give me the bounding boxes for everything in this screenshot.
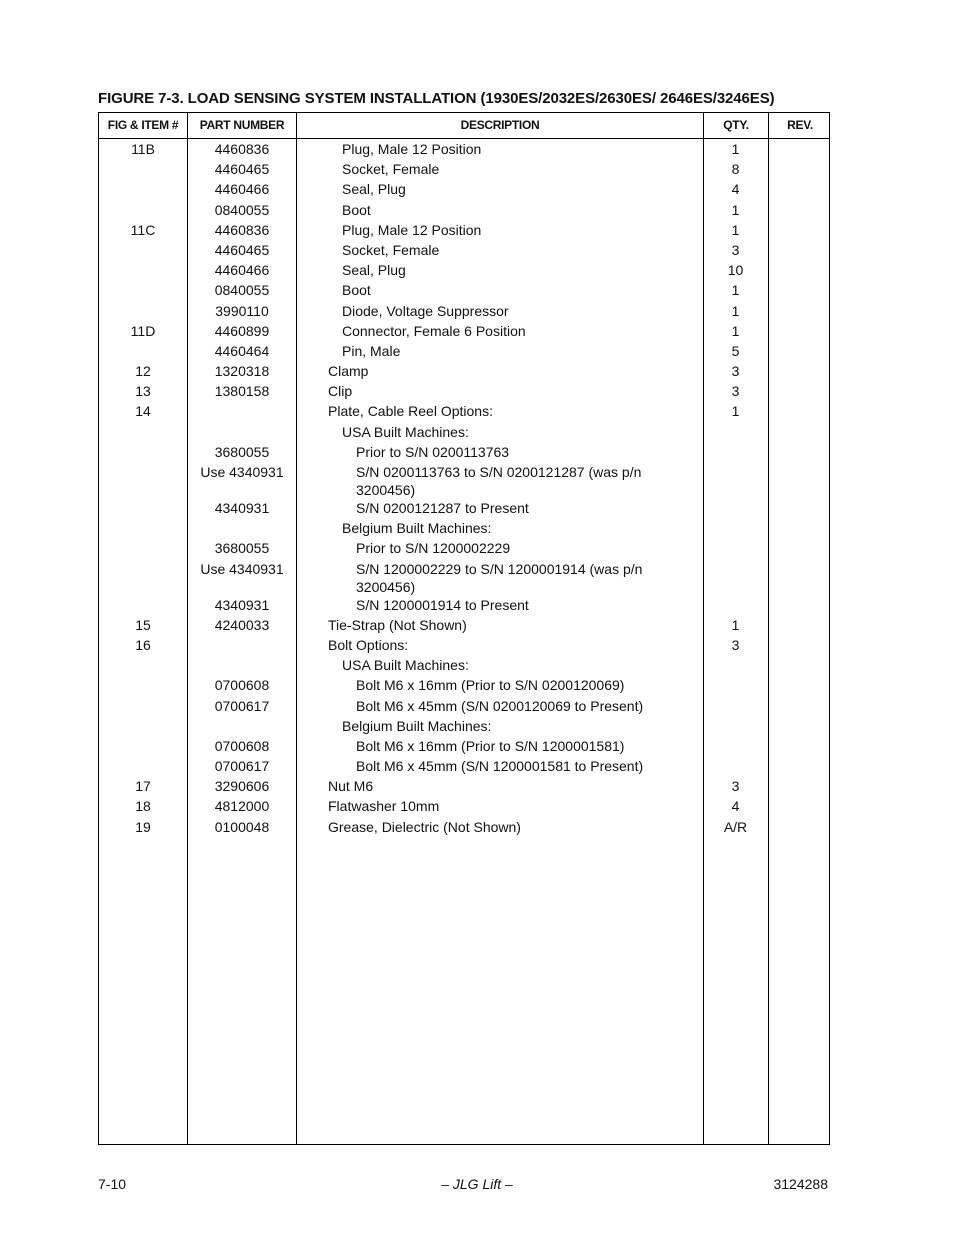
table-row bbox=[99, 596, 829, 616]
qty-cell: 1 bbox=[731, 282, 740, 299]
item-cell: 13 bbox=[135, 383, 151, 400]
description-cell: Seal, Plug bbox=[342, 181, 406, 198]
table-row bbox=[99, 463, 829, 499]
qty-cell: 1 bbox=[731, 201, 740, 218]
part-number-cell: 0840055 bbox=[214, 282, 270, 299]
table-row bbox=[99, 241, 829, 261]
part-number-cell: Use 4340931 bbox=[200, 560, 284, 577]
table-body bbox=[99, 140, 829, 838]
header-description: DESCRIPTION bbox=[460, 118, 540, 132]
qty-cell: 3 bbox=[731, 241, 740, 258]
part-number-cell: 4460465 bbox=[214, 161, 270, 178]
item-cell: 17 bbox=[135, 778, 151, 795]
table-row bbox=[99, 697, 829, 717]
description-cell: Pin, Male bbox=[342, 342, 401, 359]
part-number-cell: 0700617 bbox=[214, 758, 270, 775]
description-cell: USA Built Machines: bbox=[342, 657, 469, 674]
document-number: 3124288 bbox=[773, 1176, 828, 1192]
table-row bbox=[99, 221, 829, 241]
description-cell: Plate, Cable Reel Options: bbox=[328, 403, 493, 420]
part-number-cell: 4460899 bbox=[214, 322, 270, 339]
description-cell: Plug, Male 12 Position bbox=[342, 141, 482, 157]
table-row bbox=[99, 797, 829, 817]
table-row bbox=[99, 539, 829, 559]
table-row bbox=[99, 201, 829, 221]
table-row bbox=[99, 443, 829, 463]
item-cell: 19 bbox=[135, 818, 151, 835]
table-row bbox=[99, 499, 829, 519]
qty-cell: A/R bbox=[723, 818, 748, 835]
description-cell: S/N 1200002229 to S/N 1200001914 (was p/n 3200456) bbox=[356, 560, 643, 595]
item-cell: 16 bbox=[135, 636, 151, 653]
table-row bbox=[99, 322, 829, 342]
part-number-cell: 4460464 bbox=[214, 342, 270, 359]
part-number-cell: 4812000 bbox=[214, 798, 270, 815]
qty-cell: 4 bbox=[731, 798, 740, 815]
part-number-cell: 3990110 bbox=[215, 302, 269, 319]
table-row bbox=[99, 777, 829, 797]
table-row bbox=[99, 402, 829, 422]
header-divider bbox=[99, 138, 829, 139]
item-cell: 11D bbox=[130, 322, 156, 339]
item-cell: 14 bbox=[135, 403, 151, 420]
description-cell: Bolt M6 x 45mm (S/N 1200001581 to Present) bbox=[356, 758, 644, 775]
part-number-cell: 4340931 bbox=[214, 596, 270, 613]
table-row bbox=[99, 737, 829, 757]
description-cell: Connector, Female 6 Position bbox=[342, 322, 526, 339]
description-cell: Grease, Dielectric (Not Shown) bbox=[328, 818, 521, 835]
parts-table bbox=[98, 112, 830, 1145]
description-cell: Socket, Female bbox=[342, 161, 440, 178]
qty-cell: 3 bbox=[731, 778, 740, 795]
description-cell: Plug, Male 12 Position bbox=[342, 221, 482, 238]
part-number-cell: 1380158 bbox=[214, 383, 270, 400]
qty-cell: 3 bbox=[731, 636, 740, 653]
description-cell: Prior to S/N 1200002229 bbox=[356, 540, 511, 557]
qty-cell: 5 bbox=[731, 342, 740, 359]
part-number-cell: 3290606 bbox=[214, 778, 270, 795]
description-cell: Bolt Options: bbox=[328, 636, 409, 653]
part-number-cell: 0100048 bbox=[214, 818, 270, 835]
header-qty: QTY. bbox=[723, 118, 749, 132]
table-row bbox=[99, 261, 829, 281]
part-number-cell: Use 4340931 bbox=[200, 464, 284, 480]
description-cell: Bolt M6 x 16mm (Prior to S/N 0200120069) bbox=[356, 677, 625, 694]
table-row bbox=[99, 382, 829, 402]
table-row bbox=[99, 140, 829, 160]
qty-cell: 1 bbox=[731, 616, 740, 633]
qty-cell: 3 bbox=[731, 383, 740, 400]
figure-title: FIGURE 7-3. LOAD SENSING SYSTEM INSTALLATION (1930ES/2032ES/2630ES/ 2646ES/3246ES) bbox=[98, 90, 775, 107]
description-cell: Seal, Plug bbox=[342, 262, 406, 279]
table-row bbox=[99, 302, 829, 322]
header-rev: REV. bbox=[787, 118, 813, 132]
part-number-cell: 4460465 bbox=[214, 241, 270, 258]
header-item: FIG & ITEM # bbox=[107, 118, 179, 132]
description-cell: Bolt M6 x 16mm (Prior to S/N 1200001581) bbox=[356, 737, 625, 754]
description-cell: Tie-Strap (Not Shown) bbox=[328, 616, 467, 633]
part-number-cell: 4460836 bbox=[214, 141, 270, 157]
table-row bbox=[99, 180, 829, 200]
table-row bbox=[99, 342, 829, 362]
table-row bbox=[99, 757, 829, 777]
qty-cell: 8 bbox=[731, 161, 740, 178]
header-part-number: PART NUMBER bbox=[199, 118, 285, 132]
page-number: 7-10 bbox=[98, 1176, 127, 1192]
description-cell: Belgium Built Machines: bbox=[342, 717, 492, 734]
table-row bbox=[99, 281, 829, 301]
part-number-cell: 3680055 bbox=[214, 540, 270, 557]
part-number-cell: 0700617 bbox=[214, 697, 270, 714]
description-cell: Flatwasher 10mm bbox=[328, 798, 440, 815]
table-row bbox=[99, 560, 829, 596]
item-cell: 12 bbox=[135, 363, 151, 380]
part-number-cell: 4240033 bbox=[214, 616, 270, 633]
qty-cell: 1 bbox=[731, 221, 740, 238]
part-number-cell: 0700608 bbox=[214, 677, 270, 694]
item-cell: 15 bbox=[135, 616, 151, 633]
qty-cell: 10 bbox=[727, 262, 744, 279]
description-cell: Clamp bbox=[328, 363, 369, 380]
qty-cell: 4 bbox=[731, 181, 740, 198]
table-row bbox=[99, 636, 829, 656]
part-number-cell: 0840055 bbox=[214, 201, 270, 218]
qty-cell: 3 bbox=[731, 363, 740, 380]
item-cell: 11C bbox=[130, 221, 156, 238]
table-row bbox=[99, 616, 829, 636]
part-number-cell: 1320318 bbox=[214, 363, 270, 380]
qty-cell: 1 bbox=[731, 322, 740, 339]
description-cell: Prior to S/N 0200113763 bbox=[356, 443, 510, 460]
description-cell: USA Built Machines: bbox=[342, 423, 469, 440]
description-cell: Belgium Built Machines: bbox=[342, 520, 492, 537]
description-cell: Boot bbox=[342, 282, 371, 299]
description-cell: Nut M6 bbox=[328, 778, 374, 795]
description-cell: S/N 0200113763 to S/N 0200121287 (was p/n 3200456) bbox=[356, 464, 642, 498]
table-row bbox=[99, 362, 829, 382]
part-number-cell: 4460466 bbox=[214, 181, 270, 198]
description-cell: Clip bbox=[328, 383, 353, 400]
description-cell: S/N 0200121287 to Present bbox=[356, 500, 529, 516]
part-number-cell: 4340931 bbox=[214, 500, 270, 516]
part-number-cell: 0700608 bbox=[214, 737, 270, 754]
part-number-cell: 4460836 bbox=[214, 221, 270, 238]
description-cell: S/N 1200001914 to Present bbox=[356, 596, 529, 613]
footer-brand: – JLG Lift – bbox=[441, 1176, 513, 1192]
part-number-cell: 3680055 bbox=[214, 443, 270, 460]
table-row bbox=[99, 656, 829, 676]
table-row bbox=[99, 717, 829, 737]
table-row bbox=[99, 818, 829, 838]
description-cell: Diode, Voltage Suppressor bbox=[342, 302, 509, 319]
table-row bbox=[99, 676, 829, 696]
qty-cell: 1 bbox=[731, 141, 740, 157]
qty-cell: 1 bbox=[731, 403, 740, 420]
description-cell: Boot bbox=[342, 201, 371, 218]
item-cell: 18 bbox=[135, 798, 151, 815]
qty-cell: 1 bbox=[731, 302, 740, 319]
table-row bbox=[99, 519, 829, 539]
description-cell: Bolt M6 x 45mm (S/N 0200120069 to Present) bbox=[356, 697, 644, 714]
item-cell: 11B bbox=[131, 141, 155, 157]
part-number-cell: 4460466 bbox=[214, 262, 270, 279]
description-cell: Socket, Female bbox=[342, 241, 440, 258]
table-row bbox=[99, 423, 829, 443]
table-row bbox=[99, 160, 829, 180]
